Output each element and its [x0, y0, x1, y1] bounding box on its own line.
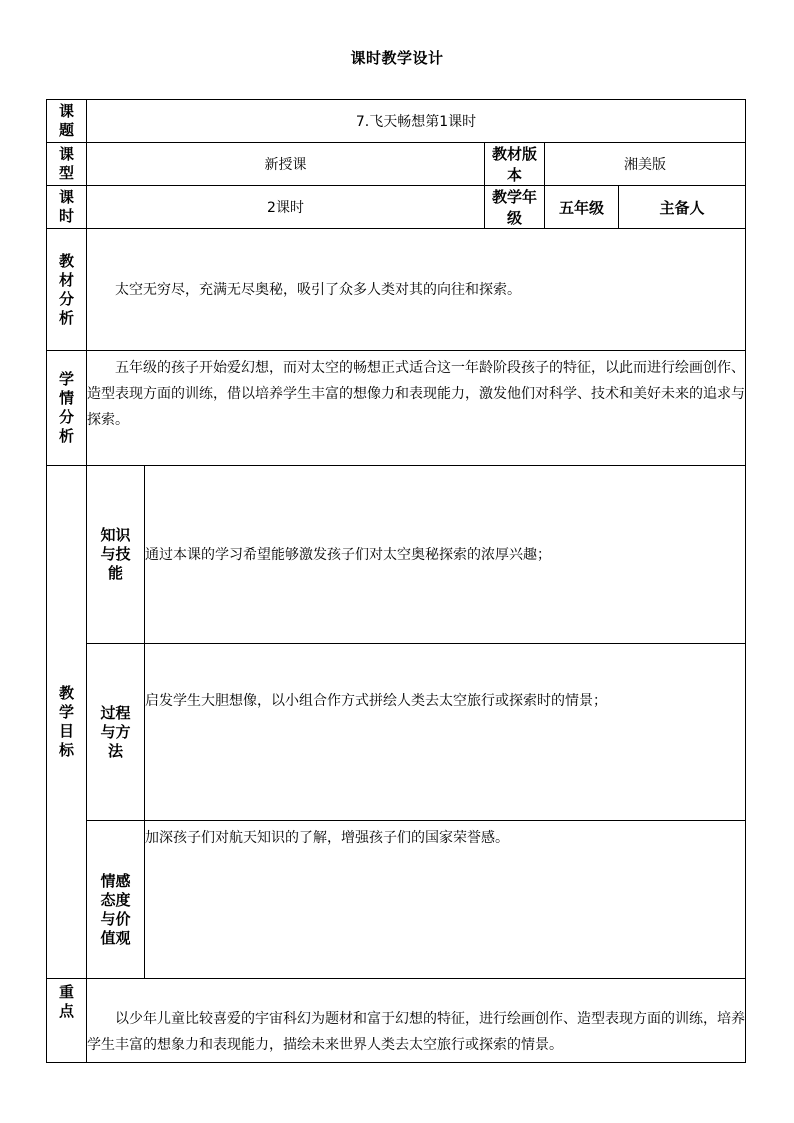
- topic-value: 7.飞天畅想第1课时: [87, 100, 746, 143]
- process-methods-text: 启发学生大胆想像，以小组合作方式拼绘人类去太空旅行或探索时的情景；: [145, 644, 746, 821]
- lesson-type-label: 课 型: [47, 143, 87, 186]
- lesson-type-value: 新授课: [87, 143, 485, 186]
- process-methods-label: 过程 与方 法: [87, 644, 145, 821]
- objective-knowledge-row: [47, 466, 746, 644]
- lesson-design-table: [46, 99, 746, 1063]
- key-points-row: [47, 979, 746, 1063]
- periods-label: 课 时: [47, 186, 87, 229]
- grade-value: 五年级: [545, 186, 619, 229]
- material-analysis-text: 太空无穷尽，充满无尽奥秘，吸引了众多人类对其的向往和探索。: [87, 229, 746, 351]
- key-points-text: 以少年儿童比较喜爱的宇宙科幻为题材和富于幻想的特征，进行绘画创作、造型表现方面的训练，培养学生丰富的想象力和表现能力，描绘未来世界人类去太空旅行或探索的情景。: [87, 979, 746, 1063]
- page-title: 课时教学设计: [350, 49, 444, 67]
- student-analysis-text: 五年级的孩子开始爱幻想，而对太空的畅想正式适合这一年龄阶段孩子的特征，以此而进行绘画创作、造型表现方面的训练，借以培养学生丰富的想像力和表现能力，激发他们对科学、技术和美好未来的追求与探索。: [87, 351, 746, 466]
- objective-emotion-row: [47, 821, 746, 979]
- objective-process-row: [47, 644, 746, 821]
- emotion-values-text: 加深孩子们对航天知识的了解，增强孩子们的国家荣誉感。: [145, 821, 746, 979]
- periods-row: [47, 186, 746, 229]
- preparer-label: 主备人: [619, 186, 746, 229]
- grade-label: 教学年级: [485, 186, 545, 229]
- emotion-values-label: 情感 态度 与价 值观: [87, 821, 145, 979]
- lesson-type-row: [47, 143, 746, 186]
- material-analysis-label: 教 材 分 析: [47, 229, 87, 351]
- edition-label: 教材版本: [485, 143, 545, 186]
- student-analysis-row: [47, 351, 746, 466]
- key-points-label: 重 点: [47, 979, 87, 1063]
- topic-label: 课 题: [47, 100, 87, 143]
- knowledge-skills-label: 知识 与技 能: [87, 466, 145, 644]
- objectives-label: 教 学 目 标: [47, 466, 87, 979]
- periods-value: 2课时: [87, 186, 485, 229]
- knowledge-skills-text: 通过本课的学习希望能够激发孩子们对太空奥秘探索的浓厚兴趣；: [145, 466, 746, 644]
- topic-row: [47, 100, 746, 143]
- material-analysis-row: [47, 229, 746, 351]
- student-analysis-label: 学 情 分 析: [47, 351, 87, 466]
- edition-value: 湘美版: [545, 143, 746, 186]
